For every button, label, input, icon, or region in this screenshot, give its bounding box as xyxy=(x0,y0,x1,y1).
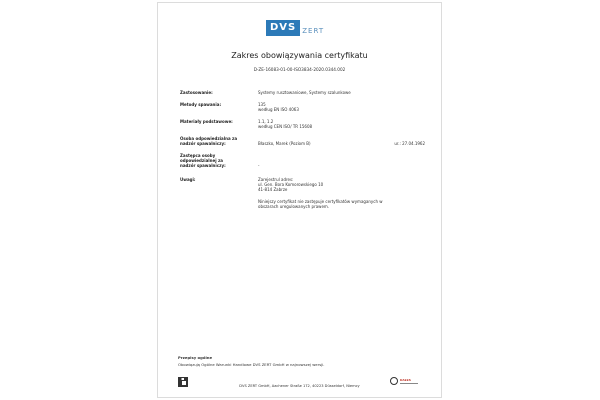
accreditation-mark xyxy=(390,377,420,389)
deputy-value: - xyxy=(258,163,260,169)
notes-line1: Zarejestrul adres: xyxy=(258,177,294,182)
certificate-page xyxy=(157,2,442,398)
materials-value-line2: według CEN ISO/ TR 15608 xyxy=(258,124,313,130)
materials-value-line1: 1.1, 1.2 xyxy=(258,119,274,124)
deputy-label-line1: Zastępca osoby xyxy=(180,153,216,158)
accreditation-icon xyxy=(390,377,398,385)
footer-heading: Przepisy ogólne xyxy=(178,355,213,360)
accreditation-label: DAkkS xyxy=(400,378,411,382)
notes-label: Uwagi: xyxy=(180,177,196,182)
methods-label: Metody spawania: xyxy=(180,102,222,107)
deputy-label-line2: odpowiedzialnej za xyxy=(180,158,223,164)
supervisor-label-line2: nadzór spawalniczy: xyxy=(180,141,226,147)
deputy-label xyxy=(180,153,252,169)
certificate-number: D-ZE-16083-01-00-ISO3834-2020.0344.002 xyxy=(253,67,346,72)
notes-line4: Niniejszy certyfikat nie zastępuje certyfikatów wymaganych w xyxy=(258,198,383,204)
supervisor-birth: ur.: 27.04.1962 xyxy=(394,141,425,147)
dvs-zert-logo xyxy=(266,19,324,37)
supervisor-label xyxy=(180,136,252,146)
accreditation-line xyxy=(400,383,418,384)
company-address: DVS ZERT GmbH, Aachener Straße 172, 40223 Düsseldorf, Niemcy xyxy=(239,384,360,388)
notes-line5: obszarach uregulowanych prawem. xyxy=(258,203,330,209)
notes-line2: ul. Gen. Bora Komorowskiego 10 xyxy=(258,182,324,188)
materials-value xyxy=(258,119,425,129)
application-label: Zastosowanie: xyxy=(180,90,213,95)
footer-text: Obowiązują Ogólne Warunki Handlowe DVS ZERT GmbH w najnowszej wersji. xyxy=(178,362,325,367)
notes-value xyxy=(258,177,425,209)
notes-line3: 41-814 Zabrze xyxy=(258,187,288,193)
logo-main: DVS xyxy=(266,20,300,36)
methods-value-line2: według EN ISO 4063 xyxy=(258,107,299,113)
deputy-label-line3: nadzór spawalniczy: xyxy=(180,163,226,169)
supervisor-label-line1: Osoba odpowiedzialna za xyxy=(180,136,238,141)
application-value: Systemy rusztowaniowe, Systemy szalunkowe xyxy=(258,90,351,95)
supervisor-value: Błaszko, Marek (Poziom B) xyxy=(258,141,311,147)
methods-value-line1: 135 xyxy=(258,102,266,107)
page-title: Zakres obowiązywania certyfikatu xyxy=(231,51,368,60)
materials-label: Materiały podstawowe: xyxy=(180,119,233,124)
logo-sub: ZERT xyxy=(302,27,325,35)
methods-value xyxy=(258,102,425,112)
